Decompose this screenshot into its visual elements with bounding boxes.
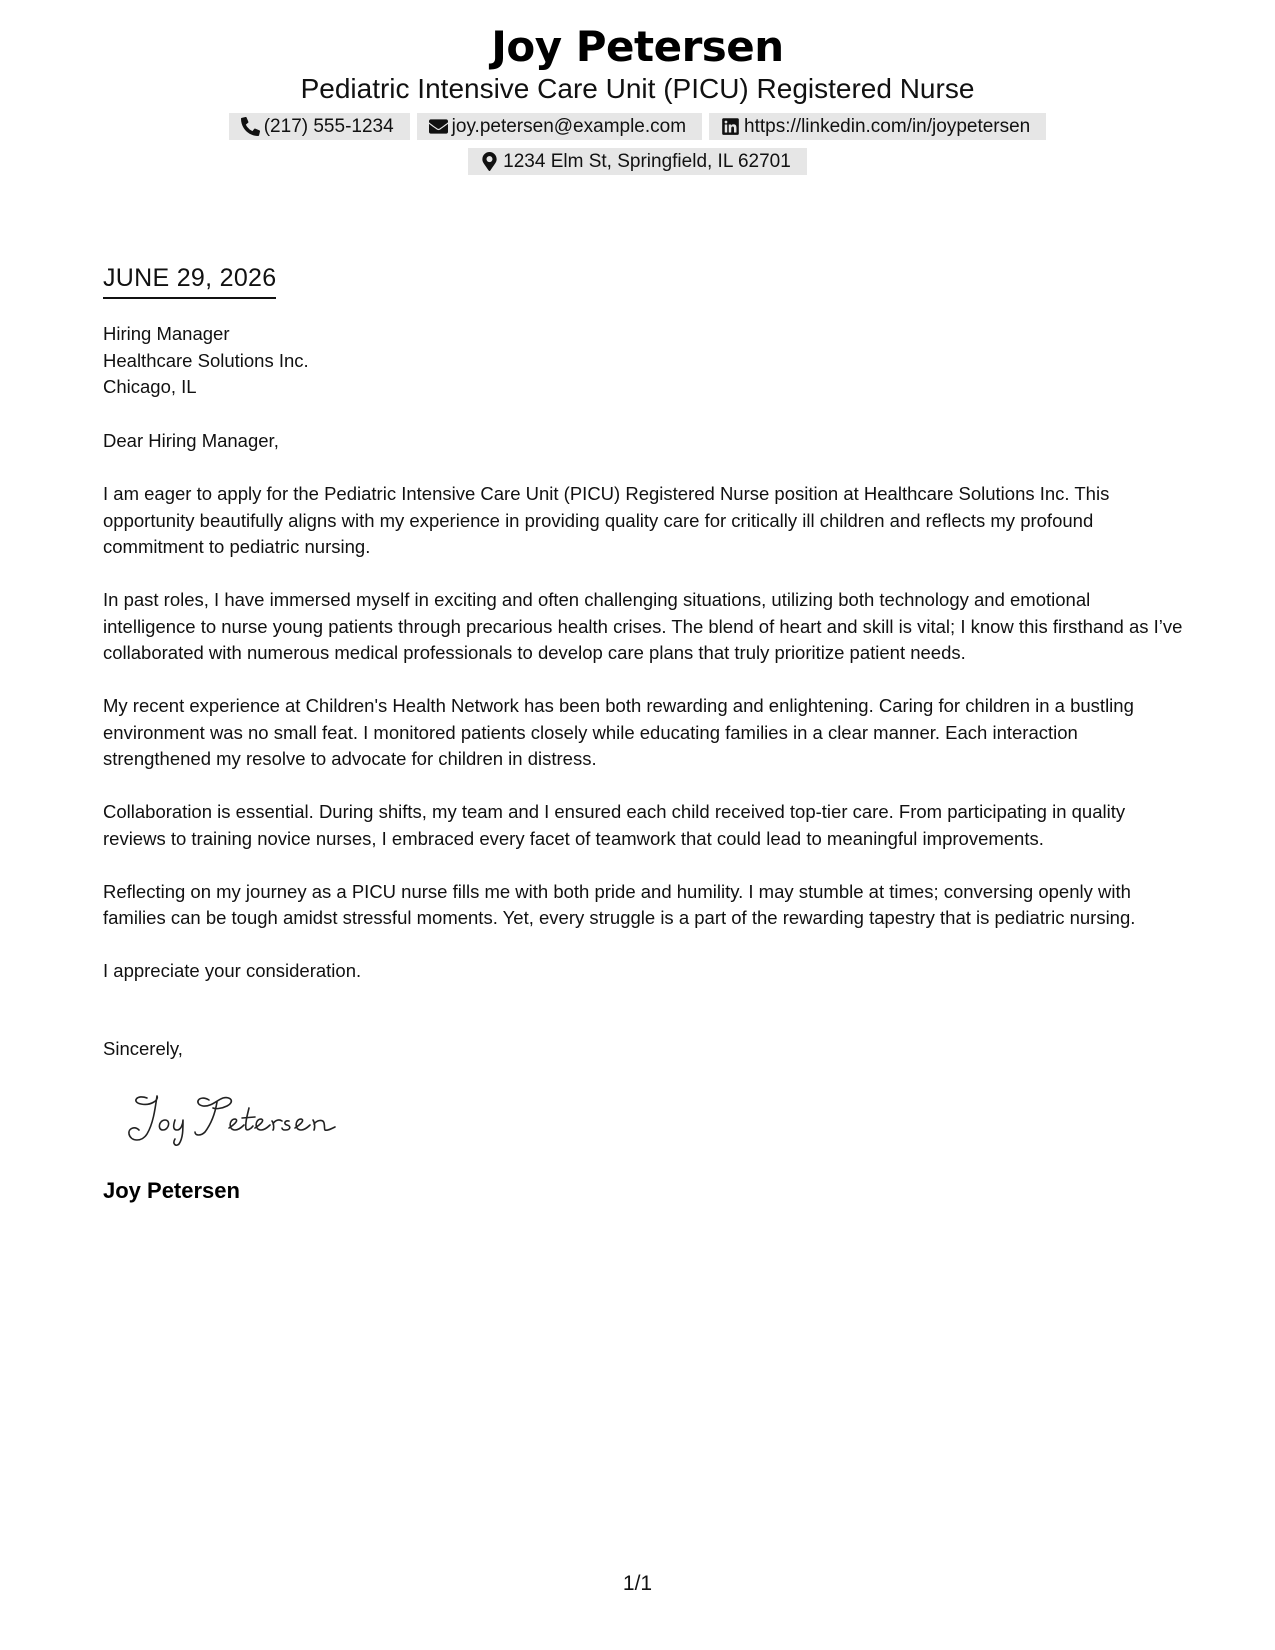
linkedin-text: https://linkedin.com/in/joypetersen: [744, 115, 1031, 137]
phone-icon: [241, 117, 260, 136]
linkedin-chip[interactable]: [709, 113, 1046, 140]
map-pin-icon: [480, 152, 499, 171]
body-paragraph: I appreciate your consideration.: [103, 960, 362, 981]
body-paragraph: In past roles, I have immersed myself in exciting and often challenging situations, utilizing both technology and emotional intelligence to nurse young patients through precarious health crises. The blend of heart and skill is vital; I know this firsthand as I’ve collaborated with numerous medical professionals to develop care plans that truly prioritize patient needs.: [103, 589, 1183, 663]
recipient-block: [103, 321, 309, 401]
salutation: Dear Hiring Manager,: [103, 430, 279, 451]
body-paragraph: Reflecting on my journey as a PICU nurse fills me with both pride and humility. I may stumble at times; conversing openly with families can be tough amidst stressful moments. Yet, every struggle is a part of the rewarding tapestry that is pediatric nursing.: [103, 880, 1136, 928]
address-chip: [468, 148, 807, 175]
address-text: 1234 Elm St, Springfield, IL 62701: [503, 150, 791, 172]
phone-chip[interactable]: [229, 113, 410, 140]
phone-text: (217) 555-1234: [263, 115, 394, 137]
body-paragraph: My recent experience at Children's Health Network has been both rewarding and enlightening. Caring for children in a bustling environment was no small feat. I monitored patients closely while educating families in a clear manner. Each interaction strengthened my resolve to advocate for children in distress.: [103, 695, 1134, 769]
email-text: joy.petersen@example.com: [451, 115, 687, 137]
letter-body: [103, 428, 1183, 1011]
signer-name: Joy Petersen: [103, 1178, 240, 1203]
linkedin-icon: [721, 117, 740, 136]
recipient-line: Healthcare Solutions Inc.: [103, 349, 309, 371]
page-number: 1/1: [622, 1572, 653, 1595]
letter-date: JUNE 29, 2026: [103, 261, 276, 299]
handwritten-signature: [125, 1090, 345, 1146]
job-title: Pediatric Intensive Care Unit (PICU) Registered Nurse: [300, 73, 975, 104]
email-chip[interactable]: [417, 113, 702, 140]
closing: Sincerely,: [103, 1038, 183, 1059]
body-paragraph: I am eager to apply for the Pediatric Intensive Care Unit (PICU) Registered Nurse position at Healthcare Solutions Inc. This opportunity beautifully aligns with my experience in providing quality care for critically ill children and reflects my profound commitment to pediatric nursing.: [103, 483, 1110, 557]
body-paragraph: Collaboration is essential. During shifts, my team and I ensured each child received top-tier care. From participating in quality reviews to training novice nurses, I embraced every facet of teamwork that could lead to meaningful improvements.: [103, 801, 1126, 849]
letter-header: [0, 22, 1275, 175]
recipient-line: Hiring Manager: [103, 323, 230, 344]
recipient-line: Chicago, IL: [103, 376, 197, 397]
contact-row: [0, 113, 1275, 140]
address-row: [0, 148, 1275, 175]
applicant-name: Joy Petersen: [491, 22, 784, 71]
envelope-icon: [429, 117, 448, 136]
